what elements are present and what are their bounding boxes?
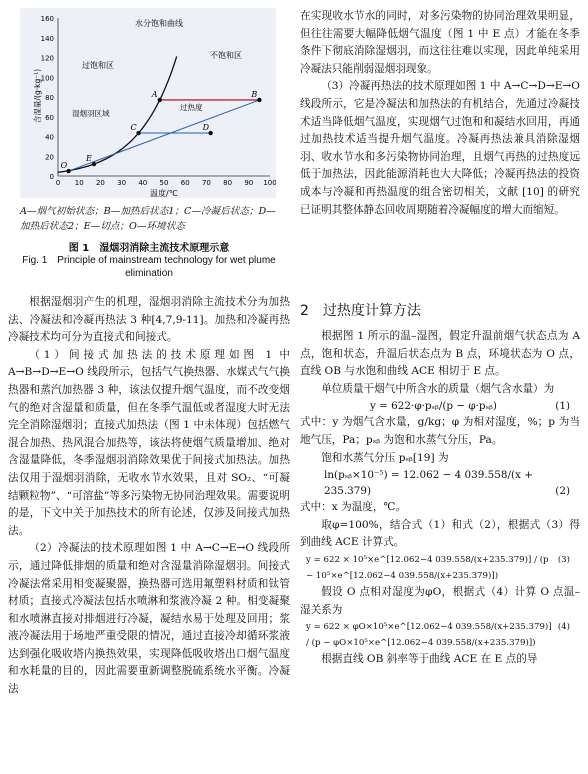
equation-number: (1) (555, 400, 570, 413)
paragraph: 根据湿烟羽产生的机理，湿烟羽消除主流技术分为加热法、冷凝法和冷凝再热法 3 种[4,7,9-11]。加热和冷凝再热冷凝技术均可分为直接式和间接式。 (8, 296, 290, 344)
paragraph: 根据图 1 所示的温–湿图，假定升温前烟气状态点为 A 点，饱和状态，升温后状态点为 B 点，环境状态为 O 点，直线 OB 与水饱和曲线 ACE 相切于 E 点。 (300, 330, 580, 378)
equation-number: (3) (557, 554, 570, 565)
equation-text: y = 622 × φO×10⁵×e^[12.062−4 039.558/(x+235.379)] / (p − φO×10⁵×e^[12.062−4 039.558/(x+235.379)]) (306, 622, 552, 649)
figure-caption-en: Fig. 1 Principle of mainstream technology for wet plume elimination (22, 255, 276, 279)
y-tick-label: 0 (49, 173, 54, 181)
right-column-lower (300, 328, 580, 669)
paragraph: 取φ=100%，结合式（1）和式（2），根据式（3）得到曲线 ACE 计算式。 (300, 518, 580, 549)
label-plume: 湿烟羽区域 (72, 109, 110, 118)
equation-1 (300, 398, 580, 414)
paragraph: （2）冷凝法的技术原理如图 1 中 A→C→E→O 线段所示，通过降低排烟的质量和绝对含湿量消除湿烟羽。间接式冷凝法常采用相变凝聚器，换热器可选用氟塑料材质和钛管材质；直接式冷凝法包括水喷淋和浆液冷凝 2 种。相变凝聚和水喷淋直接对排烟进行冷凝，凝结水易于处理及回用；浆液冷凝法用于场地严重受限的情况，通过直接冷却循环浆液达到强化吸收塔内换热效果，实现降低吸收塔出口烟气温度和水耗量的目的，因此需要重新调整脱硫系统水平衡。冷凝法 (8, 542, 290, 696)
equation-text: y = 622·φ·pₛᵦ/(p − φ·pₛᵦ) (370, 400, 497, 413)
y-tick-label: 40 (45, 133, 54, 142)
point-label-a: A (151, 89, 158, 99)
y-tick-label: 100 (40, 74, 54, 83)
points (61, 90, 262, 173)
x-tick-label: 20 (95, 179, 105, 187)
equation-3 (300, 552, 580, 584)
figure-1 (20, 8, 276, 198)
equation-number: (2) (555, 485, 570, 498)
y-tick-label: 160 (40, 15, 54, 23)
section-heading: 2 过热度计算方法 (300, 303, 421, 319)
paragraph: （3）冷凝再热法的技术原理如图 1 中 A→C→D→E→O 线段所示，它是冷凝法和加热法的有机结合，先通过冷凝技术适当降低烟气温度，实现烟气过饱和和凝结水回用，再通过加热技术适当提升烟气温度。冷凝再热法兼具消除湿烟羽、收水节水和多污染物协同治理，且烟气再热的过热度远低于加热法，因此能源消耗也大大降低；冷凝再热法的投资成本与冷凝和再热温度的组合密切相关，文献 [10] 的研究已证明其整体静态回收周期随着冷凝幅度的增大而缩短。 (300, 80, 580, 216)
x-tick-label: 70 (201, 179, 211, 187)
y-axis-label: 含湿量/(g·kg⁻¹) (33, 68, 42, 123)
equation-2 (300, 467, 580, 499)
label-unsat: 不饱和区 (210, 51, 242, 60)
figure-legend: A—烟气初始状态；B—加热后状态1；C—冷凝后状态；D—加热后状态2；E—切点；O—环境状态 (20, 206, 276, 232)
x-tick-labels (56, 179, 276, 187)
paragraph: 单位质量干烟气中所含水的质量（烟气含水量）为 (321, 382, 555, 395)
point-label-b: B (251, 89, 258, 99)
x-tick-label: 10 (74, 179, 84, 187)
equation-4 (300, 619, 580, 651)
paragraph: 根据直线 OB 斜率等于曲线 ACE 在 E 点的导 (321, 653, 538, 666)
point-e (92, 162, 96, 166)
x-tick-label: 90 (244, 179, 254, 187)
y-tick-labels (41, 15, 54, 181)
y-tick-label: 60 (45, 113, 54, 122)
point-label-o: O (60, 161, 68, 171)
right-column (300, 8, 580, 219)
point-label-c: C (130, 123, 137, 133)
y-tick-label: 80 (45, 94, 54, 102)
equation-number: (4) (557, 622, 570, 633)
y-tick-label: 120 (40, 54, 54, 63)
point-b (257, 98, 261, 102)
label-supersat: 过饱和区 (82, 61, 114, 70)
x-tick-label: 40 (138, 179, 148, 187)
paragraph: 在实现收水节水的同时，对多污染物的协同治理效果明显，但往往需要大幅降低烟气温度（图 1 中 E 点）才能在冬季条件下彻底消除湿烟羽，而这往往难以实现，因此单纯采用冷凝法只能削弱湿烟羽现象。 (300, 10, 580, 75)
equation-text: ln(pₛᵦ×10⁻⁵) = 12.062 − 4 039.558/(x + 235.379) (324, 469, 533, 498)
y-tick-label: 20 (45, 153, 54, 162)
label-saturation-curve: 水分饱和曲线 (135, 19, 183, 28)
x-tick-label: 30 (117, 179, 127, 187)
x-tick-label: 50 (159, 179, 169, 187)
point-c (136, 131, 140, 135)
point-label-d: D (202, 123, 210, 133)
point-label-e: E (86, 154, 92, 164)
x-tick-label: 60 (180, 179, 190, 187)
x-tick-label: 80 (223, 179, 233, 187)
point-a (158, 98, 162, 102)
x-axis-label: 温度/℃ (150, 189, 178, 198)
figure-caption-cn: 图 1 湿烟羽消除主流技术原理示意 (68, 243, 230, 254)
paragraph: 假设 O 点相对湿度为φO，根据式（4）计算 O 点温–湿关系为 (300, 585, 580, 616)
left-column (8, 294, 290, 699)
psychrometric-chart (20, 8, 276, 198)
label-superheat: 过热度 (180, 103, 203, 112)
equation-text: y = 622 × 10⁵×e^[12.062−4 039.558/(x+235.379)] / (p − 10⁵×e^[12.062−4 039.558/(x+235.379)]) (306, 554, 549, 581)
x-tick-label: 100 (263, 179, 276, 187)
paragraph: （1）间接式加热法的技术原理如图 1 中 A→B→D→E→O 线段所示，包括气气换热器、水媒式气气换热器和蒸汽加热器 3 种，该法仅提升烟气温度，而不改变烟气的绝对含湿量和质量，但在冬季气温低或者湿度大时无法完全消除湿烟羽；直接式加热法（图 1 中未体现）包括燃气混合加热、热风混合加热等，该法将使烟气质量增加、绝对含湿量降低，冬季湿烟羽消除效果优于间接式加热法。加热法仅用于湿烟羽消除，无收水节水效果，且对 SO₂、“可凝结颗粒物”、“可溶盐”等多污染物无协同治理效果。需要说明的是，下文中关于加热技术的所有论述，仅涉及间接式加热法。 (8, 348, 290, 537)
paragraph: 饱和水蒸气分压 pₛᵦ[19] 为 (321, 451, 449, 464)
x-tick-label: 0 (55, 179, 61, 187)
point-d (208, 131, 212, 135)
y-tick-label: 140 (40, 34, 54, 43)
paragraph: 式中：x 为温度，℃。 (300, 501, 406, 514)
paragraph: 式中：y 为烟气含水量，g/kg；φ 为相对湿度，%；p 为当地气压，Pa；pₛᵦ 为饱和水蒸气分压，Pa。 (300, 416, 580, 446)
